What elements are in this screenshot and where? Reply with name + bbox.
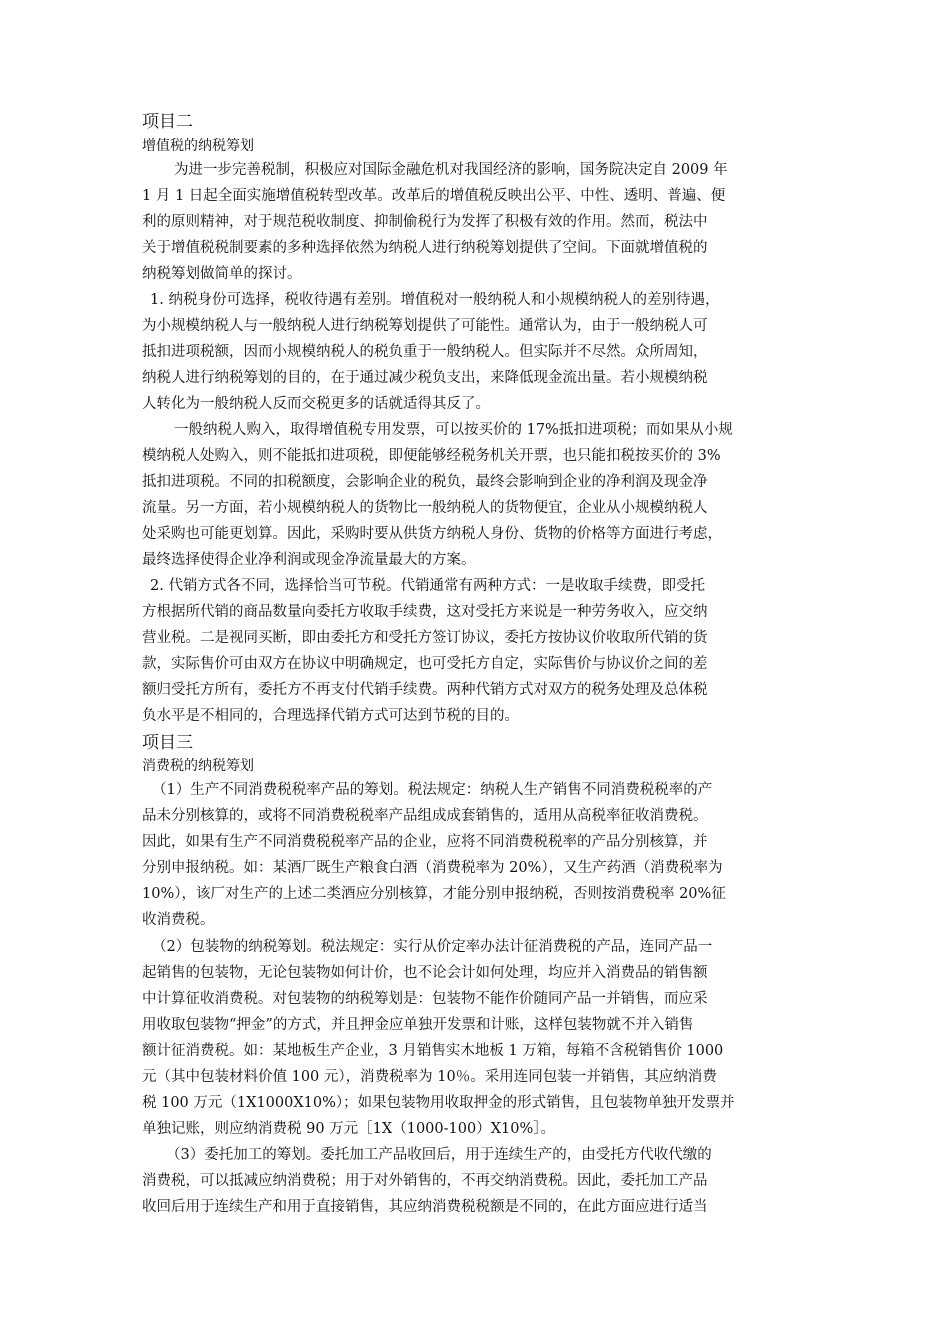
- text-line: 关于增值税税制要素的多种选择依然为纳税人进行纳税筹划提供了空间。下面就增值税的: [142, 240, 708, 256]
- text-line: 税 100 万元（1X1000X10%）；如果包装物用收取押金的形式销售，且包装物单独开发票并: [142, 1095, 735, 1111]
- text-line: 消费税，可以抵减应纳消费税；用于对外销售的，不再交纳消费税。因此，委托加工产品: [142, 1173, 708, 1189]
- text-line: 抵扣进项税。不同的扣税额度，会影响企业的税负，最终会影响到企业的净利润及现金净: [142, 474, 708, 490]
- text-line: 1. 纳税身份可选择，税收待遇有差别。增值税对一般纳税人和小规模纳税人的差别待遇，: [150, 292, 720, 308]
- text-line: 人转化为一般纳税人反而交税更多的话就适得其反了。: [142, 396, 490, 412]
- text-line: 1 月 1 日起全面实施增值税转型改革。改革后的增值税反映出公平、中性、透明、普遍、便: [142, 188, 726, 204]
- text-line: 一般纳税人购入，取得增值税专用发票，可以按买价的 17%抵扣进项税；而如果从小规: [174, 422, 733, 438]
- text-line: 负水平是不相同的，合理选择代销方式可达到节税的目的。: [142, 708, 519, 724]
- text-line: 单独记账，则应纳消费税 90 万元［1X（1000-100）X10%］。: [142, 1121, 555, 1137]
- text-line: 中计算征收消费税。对包装物的纳税筹划是：包装物不能作价随同产品一并销售，而应采: [142, 991, 708, 1007]
- text-line: 2. 代销方式各不同，选择恰当可节税。代销通常有两种方式：一是收取手续费，即受托: [150, 578, 705, 594]
- text-line: 用收取包装物“押金”的方式，并且押金应单独开发票和计账，这样包装物就不并入销售: [142, 1017, 694, 1033]
- text-line: 为小规模纳税人与一般纳税人进行纳税筹划提供了可能性。通常认为，由于一般纳税人可: [142, 318, 708, 334]
- paragraph-point-2: [142, 573, 832, 729]
- text-line: 纳税人进行纳税筹划的目的，在于通过减少税负支出，来降低现金流出量。若小规模纳税: [142, 370, 708, 386]
- text-line: （2）包装物的纳税筹划。税法规定：实行从价定率办法计征消费税的产品，连同产品一: [152, 939, 713, 955]
- text-line: 最终选择使得企业净利润或现金净流量最大的方案。: [142, 552, 476, 568]
- text-line: 纳税筹划做简单的探讨。: [142, 266, 302, 282]
- text-line: 起销售的包装物，无论包装物如何计价，也不论会计如何处理，均应并入消费品的销售额: [142, 965, 708, 981]
- paragraph-item-2: [142, 934, 832, 1142]
- text-line: 收回后用于连续生产和用于直接销售，其应纳消费税税额是不同的，在此方面应进行适当: [142, 1199, 708, 1215]
- text-line: 抵扣进项税额，因而小规模纳税人的税负重于一般纳税人。但实际并不尽然。众所周知，: [142, 344, 708, 360]
- section-heading: 项目二: [142, 112, 193, 132]
- text-line: （3）委托加工的筹划。委托加工产品收回后，用于连续生产的，由受托方代收代缴的: [166, 1147, 712, 1163]
- text-line: 因此，如果有生产不同消费税税率产品的企业，应将不同消费税税率的产品分别核算，并: [142, 834, 708, 850]
- text-line: 模纳税人处购入，则不能抵扣进项税，即便能够经税务机关开票，也只能扣税按买价的 3%: [142, 448, 721, 464]
- paragraph-point-1: [142, 287, 832, 417]
- text-line: 营业税。二是视同买断，即由委托方和受托方签订协议，委托方按协议价收取所代销的货: [142, 630, 708, 646]
- section-subtitle: 增值税的纳税筹划: [142, 138, 254, 154]
- text-line: 收消费税。: [142, 912, 215, 928]
- text-line: （1）生产不同消费税税率产品的筹划。税法规定：纳税人生产销售不同消费税税率的产: [152, 782, 713, 798]
- text-line: 品未分别核算的，或将不同消费税税率产品组成成套销售的，适用从高税率征收消费税。: [142, 808, 708, 824]
- text-line: 为进一步完善税制，积极应对国际金融危机对我国经济的影响，国务院决定自 2009 年: [174, 162, 728, 178]
- paragraph-item-1: [142, 777, 832, 933]
- text-line: 方根据所代销的商品数量向委托方收取手续费，这对受托方来说是一种劳务收入，应交纳: [142, 604, 708, 620]
- paragraph-point-1b: [142, 417, 832, 573]
- paragraph-item-3: [142, 1142, 832, 1220]
- text-line: 额计征消费税。如：某地板生产企业，3 月销售实木地板 1 万箱，每箱不含税销售价 1000: [142, 1043, 724, 1059]
- text-line: 分别申报纳税。如：某酒厂既生产粮食白酒（消费税率为 20%），又生产药酒（消费税率为: [142, 860, 723, 876]
- text-line: 元（其中包装材料价值 100 元），消费税率为 10％。采用连同包装一并销售，其应纳消费: [142, 1069, 717, 1085]
- section-subtitle: 消费税的纳税筹划: [142, 758, 254, 774]
- text-line: 处采购也可能更划算。因此，采购时要从供货方纳税人身份、货物的价格等方面进行考虑，: [142, 526, 722, 542]
- text-line: 款，实际售价可由双方在协议中明确规定，也可受托方自定，实际售价与协议价之间的差: [142, 656, 708, 672]
- section-heading: 项目三: [142, 733, 193, 753]
- text-line: 10%），该厂对生产的上述二类酒应分别核算，才能分别申报纳税，否则按消费税率 20%征: [142, 886, 726, 902]
- text-line: 额归受托方所有，委托方不再支付代销手续费。两种代销方式对双方的税务处理及总体税: [142, 682, 708, 698]
- paragraph-intro: [142, 157, 832, 287]
- text-line: 流量。另一方面，若小规模纳税人的货物比一般纳税人的货物便宜，企业从小规模纳税人: [142, 500, 708, 516]
- text-line: 利的原则精神，对于规范税收制度、抑制偷税行为发挥了积极有效的作用。然而，税法中: [142, 214, 708, 230]
